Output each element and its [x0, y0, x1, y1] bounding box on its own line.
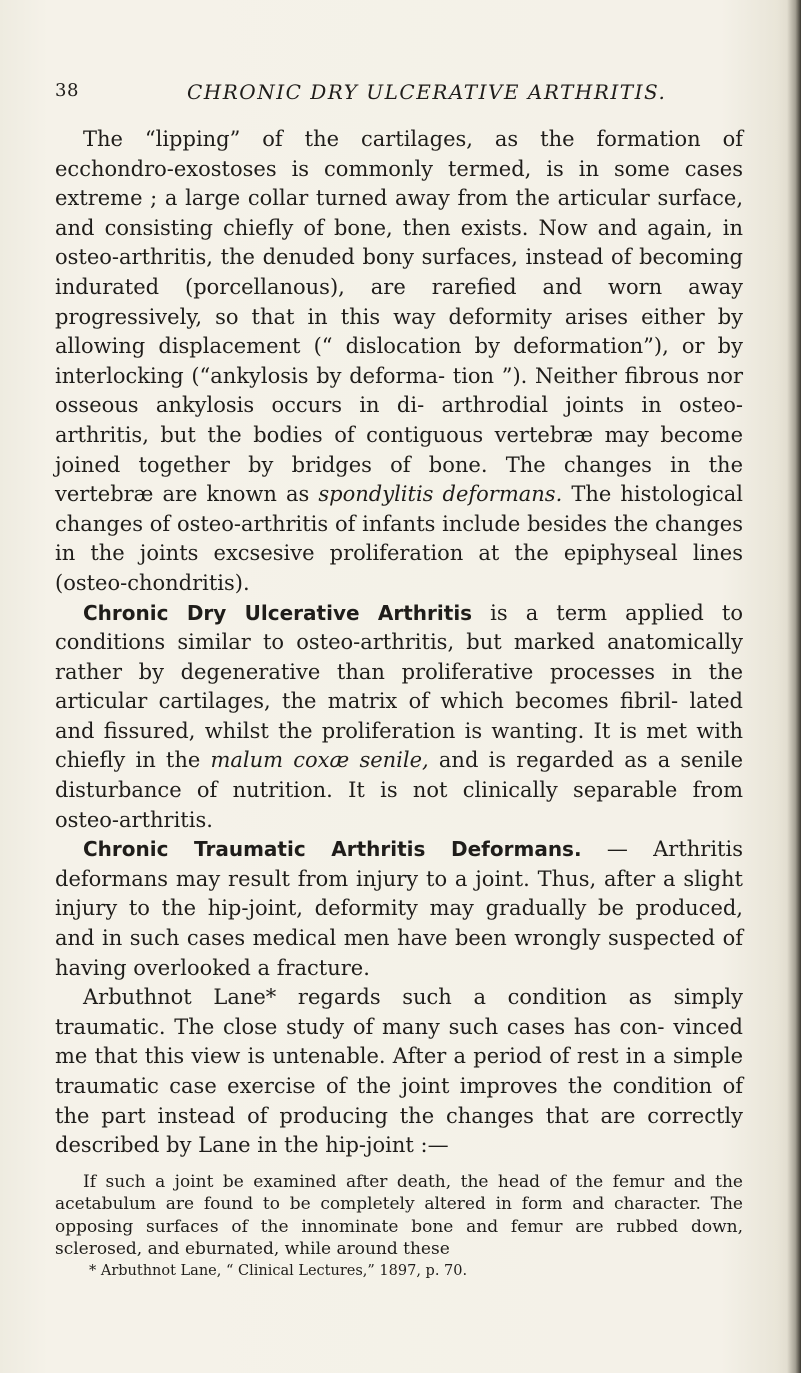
paragraph-text: and is regarded as a senile disturbance of nutrition. It is not clinically separable from osteo-arthritis.: [55, 748, 743, 832]
paragraph-arbuthnot: Arbuthnot Lane* regards such a condition as simply traumatic. The close study of many such cases has con- vinced me that this view is untenable. After a period of rest in a simple traumatic case exercise of the joint improves the condition of the part instead of producing the changes that are correctly described by Lane in the hip-joint :—: [55, 985, 743, 1158]
page-header: [55, 80, 755, 110]
block-quote: If such a joint be examined after death, the head of the femur and the acetabulum are found to be completely altered in form and character. The opposing surfaces of the innominate bone and femur are rubbed down, sclerosed, and eburnated, while around these: [55, 1171, 743, 1260]
paragraph-text: — Arthritis deformans may result from injury to a joint. Thus, after a slight injury to the hip-joint, deformity may gradually be produced, and in such cases medical men have been wrongly suspected of having overlooked a fracture.: [55, 837, 743, 980]
page-body: [55, 125, 743, 1282]
paragraph-dry-ulcerative: [55, 599, 743, 836]
italic-term: malum coxæ senile,: [210, 748, 429, 773]
page-number: 38: [55, 80, 79, 101]
paragraph-text: The “lipping” of the cartilages, as the formation of ecchondro-exostoses is commonly termed, is in some cases extreme ; a large collar turned away from the articular surface, and consisting chiefly of bone, then exists. Now and again, in osteo-arthritis, the denuded bony surfaces, instead of becoming indurated (porcellanous), are rarefied and worn away progressively, so that in this way deformity arises either by allowing displacement (“ dislocation by deformation”), or by interlocking (“ankylosis by deforma- tion ”). Neither fibrous nor osseous ankylosis occurs in di- arthrodial joints in osteo-arthritis, but the bodies of contiguous vertebræ may become joined together by bridges of bone. The changes in the vertebræ are known as: [55, 127, 743, 507]
italic-term: spondylitis deformans.: [318, 482, 563, 507]
section-heading: Chronic Traumatic Arthritis Deformans.: [83, 837, 582, 862]
section-heading: Chronic Dry Ulcerative Arthritis: [83, 600, 473, 625]
paragraph-text: is a term applied to conditions similar to osteo-arthritis, but marked anatomically rather by degenerative than proliferative processes in the articular cartilages, the matrix of which becomes fibril- lated and fissured, whilst the proliferation is wanting. It is met with chiefly in the: [55, 600, 744, 773]
running-head: CHRONIC DRY ULCERATIVE ARTHRITIS.: [187, 80, 667, 104]
footnote: * Arbuthnot Lane, “ Clinical Lectures,” 1897, p. 70.: [89, 1262, 468, 1279]
paragraph-lipping: [55, 125, 743, 599]
paragraph-traumatic: [55, 835, 743, 983]
paragraph-text: The histological changes of osteo-arthritis of infants include besides the changes in the joints excsesive proliferation at the epiphyseal lines (osteo-chondritis).: [55, 482, 743, 595]
page-edge-shadow: [787, 0, 801, 1373]
